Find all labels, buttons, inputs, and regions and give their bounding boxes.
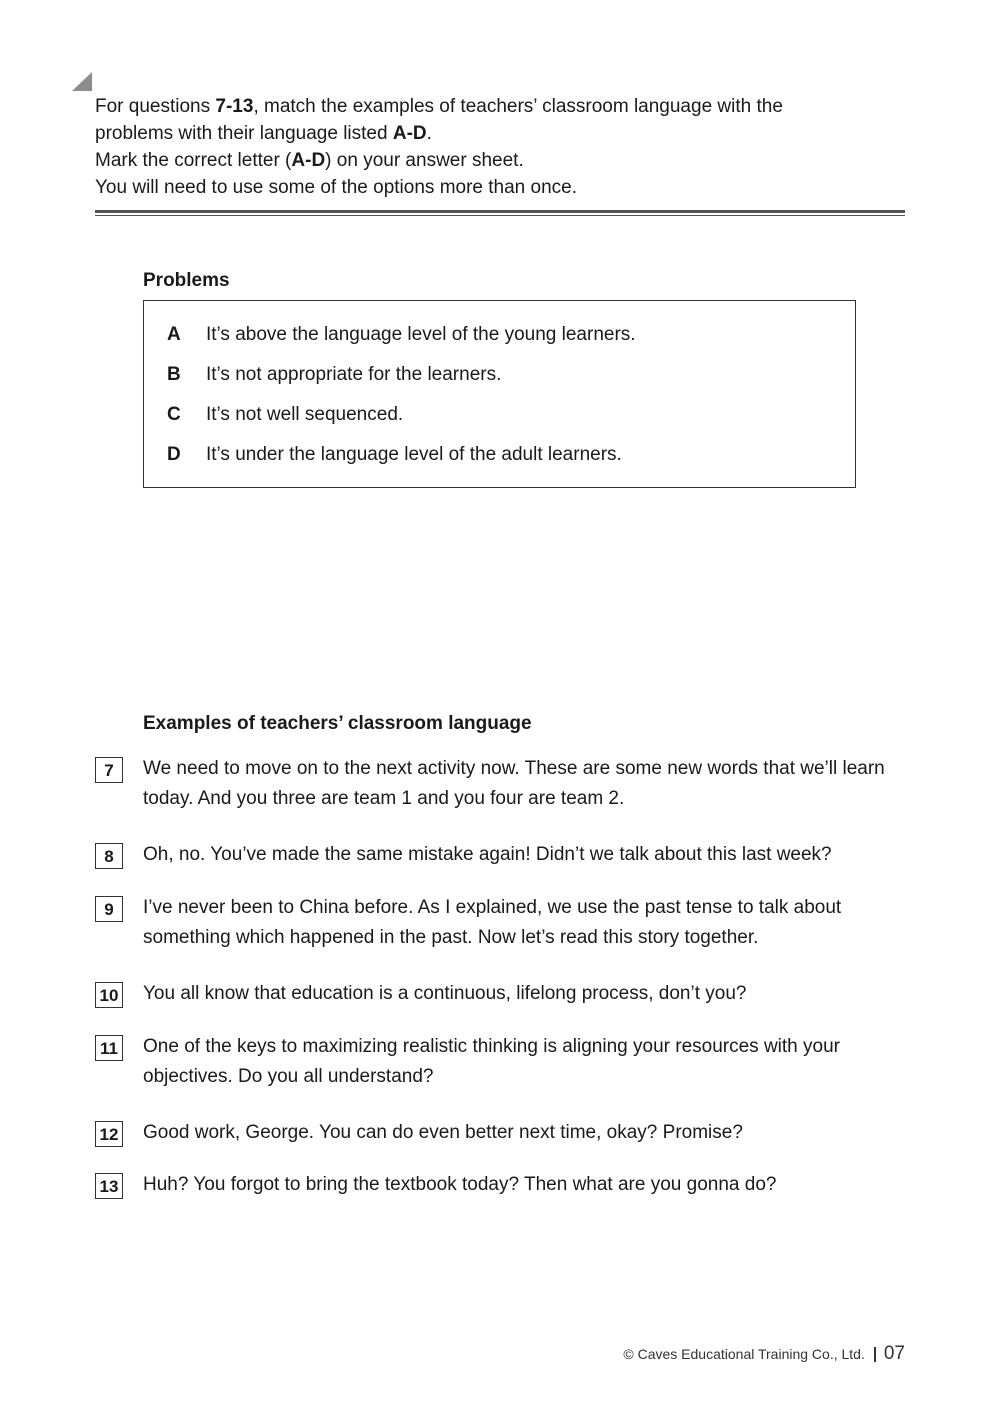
divider-thin (95, 215, 905, 216)
divider-thick (95, 210, 905, 213)
question-number: 12 (95, 1121, 123, 1147)
question-text: You all know that education is a continuous, lifelong process, don’t you? (143, 983, 747, 1004)
copyright-text: © Caves Educational Training Co., Ltd. (623, 1346, 865, 1362)
question-text: We need to move on to the next activity now. These are some new words that we’ll learn today. And you three are team 1 and you four are team 2. (143, 758, 885, 809)
problem-text: It’s above the language level of the young learners. (206, 324, 636, 345)
instruction-line-3: Mark the correct letter (A-D) on your answer sheet. (95, 150, 524, 171)
question-number: 13 (95, 1173, 123, 1199)
question-number: 8 (95, 843, 123, 869)
problem-letter: A (167, 324, 181, 345)
problem-letter: C (167, 404, 181, 425)
question-number: 7 (95, 757, 123, 783)
problem-text: It’s not appropriate for the learners. (206, 364, 502, 385)
page-footer (623, 1343, 905, 1365)
problem-text: It’s not well sequenced. (206, 404, 404, 425)
instruction-line-4: You will need to use some of the options more than once. (95, 177, 577, 198)
instruction-line-2: problems with their language listed A-D. (95, 123, 432, 144)
examples-heading: Examples of teachers’ classroom language (143, 713, 532, 734)
problems-heading: Problems (143, 270, 230, 291)
page-number: 07 (883, 1343, 905, 1364)
corner-triangle-icon (72, 72, 92, 91)
question-number: 11 (95, 1035, 123, 1061)
problem-letter: D (167, 444, 181, 465)
question-text: One of the keys to maximizing realistic thinking is aligning your resources with your objectives. Do you all understand? (143, 1036, 840, 1087)
footer-separator (874, 1347, 876, 1362)
instructions (95, 93, 895, 201)
instruction-line-1: For questions 7-13, match the examples of teachers’ classroom language with the (95, 96, 783, 117)
question-text: Huh? You forgot to bring the textbook today? Then what are you gonna do? (143, 1174, 777, 1195)
problem-letter: B (167, 364, 181, 385)
question-text: Oh, no. You’ve made the same mistake again! Didn’t we talk about this last week? (143, 844, 832, 865)
question-number: 9 (95, 896, 123, 922)
problems-box (143, 300, 856, 488)
question-number: 10 (95, 982, 123, 1008)
question-text: I’ve never been to China before. As I explained, we use the past tense to talk about something which happened in the past. Now let’s read this story together. (143, 897, 842, 948)
question-text: Good work, George. You can do even better next time, okay? Promise? (143, 1122, 743, 1143)
problem-text: It’s under the language level of the adult learners. (206, 444, 622, 465)
